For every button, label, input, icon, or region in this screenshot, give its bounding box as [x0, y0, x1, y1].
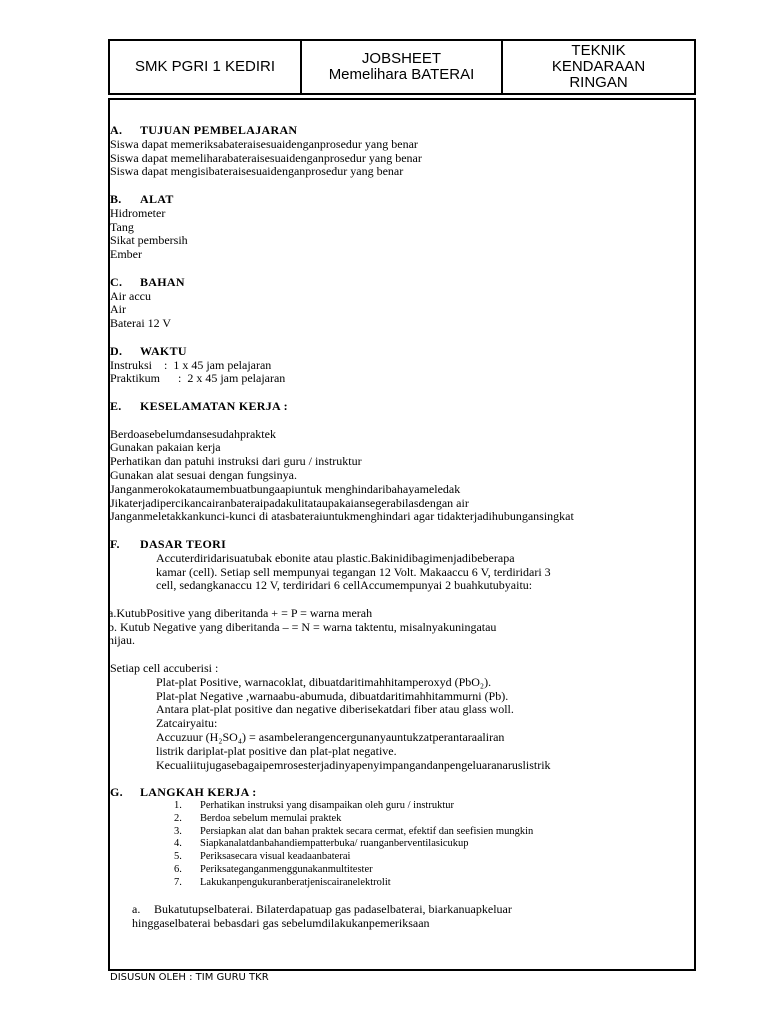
pole-line: b. Kutub Negative yang diberitanda – = N = warna taktentu, misalnyakuningatau: [108, 619, 497, 634]
cell-contents-intro: Setiap cell accuberisi :: [110, 661, 219, 676]
cell-contents-item: Plat-plat Positive, warnacoklat, dibuatdaritimahhitamperoxyd (PbO₂).: [156, 674, 492, 689]
safety-item: Perhatikan dan patuhi instruksi dari guru / instruktur: [110, 454, 362, 469]
work-step: 5. Periksasecara visual keadaanbaterai: [174, 851, 351, 863]
cell-contents-item: Zatcairyaitu:: [156, 716, 218, 731]
objective-line: Siswa dapat mengisibateraisesuaidenganprosedur yang benar: [110, 164, 404, 179]
objective-line: Siswa dapat memeliharabateraisesuaidenganprosedur yang benar: [110, 150, 422, 165]
work-step: 2. Berdoa sebelum memulai praktek: [174, 812, 342, 824]
section-heading-e: E. KESELAMATAN KERJA :: [110, 398, 288, 413]
material-item: Air: [110, 302, 126, 317]
pole-line: hijau.: [108, 633, 135, 648]
safety-item: Berdoasebelumdansesudahpraktek: [110, 426, 276, 441]
department-cell: [503, 41, 694, 93]
section-heading-g: G. LANGKAH KERJA :: [110, 785, 257, 800]
closing-step-line: a. Bukatutupselbaterai. Bilaterdapatuap gas padaselbaterai, biarkanuapkeluar: [132, 902, 512, 917]
department-line-3: RINGAN: [569, 74, 628, 91]
jobsheet-title-cell: [302, 41, 503, 93]
document-body: [110, 124, 694, 931]
tool-item: Hidrometer: [110, 205, 166, 220]
material-item: Baterai 12 V: [110, 316, 172, 331]
footer-author: DISUSUN OLEH : TIM GURU TKR: [110, 972, 269, 983]
work-step: 7. Lakukanpengukuranberatjeniscairanelektrolit: [174, 876, 391, 888]
school-name-cell: [110, 41, 302, 93]
safety-item: Janganmerokokataumembuatbungaapiuntuk menghindaribahayameledak: [110, 481, 461, 496]
time-item: Instruksi : 1 x 45 jam pelajaran: [110, 357, 272, 372]
section-heading-a: A. TUJUAN PEMBELAJARAN: [110, 123, 298, 137]
safety-item: Janganmeletakkankunci-kunci di atasbateraiuntukmenghindari agar tidakterjadihubungansingkat: [110, 509, 574, 524]
cell-contents-item: Plat-plat Negative ,warnaabu-abumuda, dibuatdaritimahhitammurni (Pb).: [156, 688, 509, 703]
department-line-2: KENDARAAN: [551, 58, 646, 75]
work-step: 4. Siapkanalatdanbahandiempatterbuka/ ruanganberventilasicukup: [174, 838, 469, 850]
safety-item: Jikaterjadipercikancairanbateraipadakulitataupakaiansegerabilasdengan air: [110, 495, 469, 510]
jobsheet-subject: Memelihara BATERAI: [328, 66, 475, 83]
tool-item: Sikat pembersih: [110, 233, 188, 248]
cell-contents-item: listrik dariplat-plat positive dan plat-plat negative.: [156, 743, 397, 758]
time-item: Praktikum : 2 x 45 jam pelajaran: [110, 371, 286, 386]
theory-intro-line: Accuterdiridarisuatubak ebonite atau plastic.Bakinidibagimenjadibeberapa: [156, 550, 515, 565]
safety-item: Gunakan pakaian kerja: [110, 440, 221, 455]
work-step: 6. Periksateganganmenggunakanmultitester: [174, 864, 373, 876]
department-line-1: TEKNIK: [571, 42, 626, 59]
acid-formula-line: Accuzuur (H₂SO₄) = asambelerangencergunanyauntukzatperantaraaliran: [156, 730, 505, 745]
school-name: SMK PGRI 1 KEDIRI: [134, 58, 276, 75]
jobsheet-label: JOBSHEET: [361, 50, 442, 67]
tool-item: Tang: [110, 219, 134, 234]
section-heading-c: C. BAHAN: [110, 274, 185, 289]
work-step: 3. Persiapkan alat dan bahan praktek secara cermat, efektif dan seefisien mungkin: [174, 825, 534, 837]
work-steps-list: [110, 800, 694, 890]
closing-step-line: hinggaselbaterai bebasdari gas sebelumdilakukanpemeriksaan: [132, 916, 430, 931]
section-heading-f: F. DASAR TEORI: [110, 536, 227, 551]
objective-line: Siswa dapat memeriksabateraisesuaidenganprosedur yang benar: [110, 136, 418, 151]
work-step: 1. Perhatikan instruksi yang disampaikan oleh guru / instruktur: [174, 800, 454, 812]
theory-intro-line: kamar (cell). Setiap sell mempunyai tegangan 12 Volt. Makaaccu 6 V, terdiridari 3: [156, 564, 551, 579]
cell-contents-item: Kecualiitujugasebagaipemrosesterjadinyapenyimpangandanpengeluaranaruslistrik: [156, 757, 551, 772]
section-heading-d: D. WAKTU: [110, 343, 187, 358]
theory-intro-line: cell, sedangkanaccu 12 V, terdiridari 6 cellAccumempunyai 2 buahkutubyaitu:: [156, 578, 533, 593]
material-item: Air accu: [110, 288, 151, 303]
cell-contents-item: Antara plat-plat positive dan negative diberisekatdari fiber atau glass woll.: [156, 702, 514, 717]
pole-line: a.KutubPositive yang diberitanda + = P = warna merah: [108, 605, 373, 620]
safety-item: Gunakan alat sesuai dengan fungsinya.: [110, 467, 297, 482]
section-heading-b: B. ALAT: [110, 191, 174, 206]
tool-item: Ember: [110, 247, 142, 262]
header-table: [108, 39, 696, 95]
